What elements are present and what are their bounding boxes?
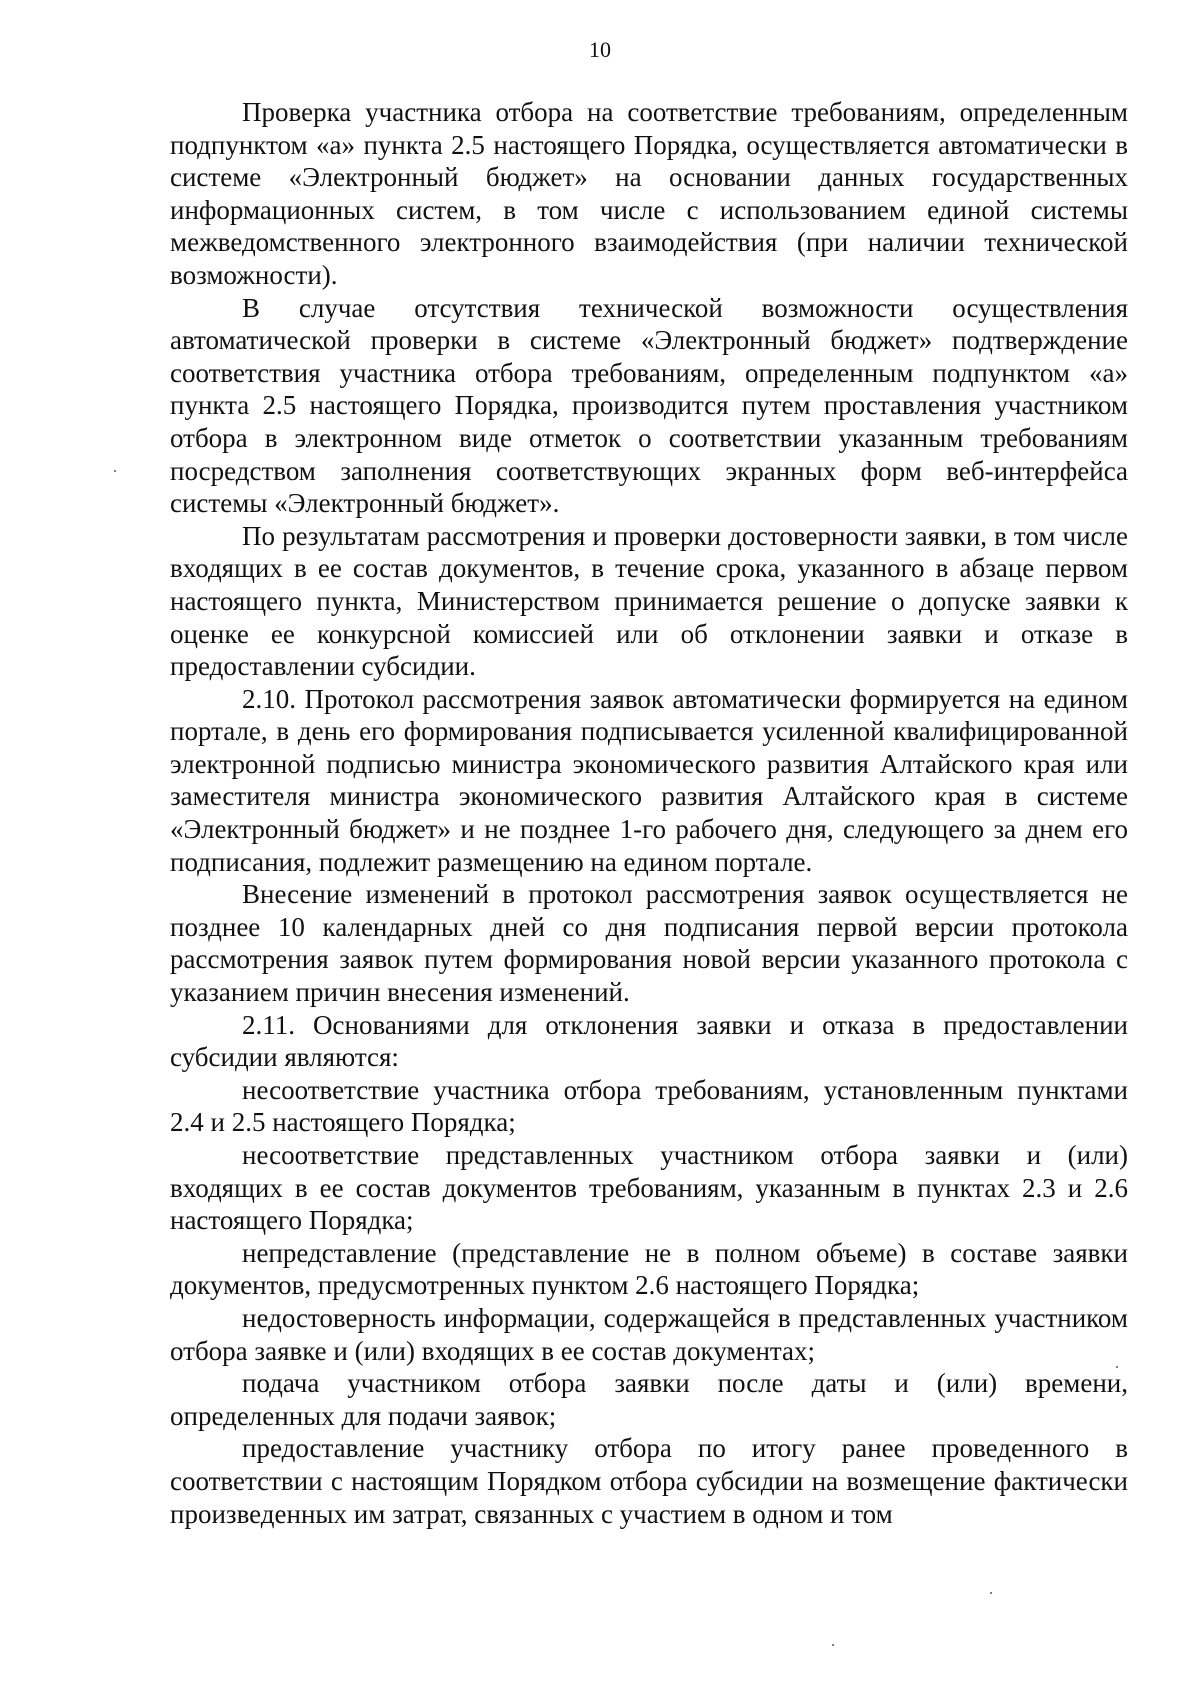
paragraph-no-technical-possibility: В случае отсутствия технической возможности осуществления автоматической проверки в системе «Электронный бюджет» подтверждение соответствия участника отбора требованиям, определенным подпунктом «а» пункта 2.5 настоящего Порядка, производится путем проставления участником отбора в электронном виде отметок о соответствии указанным требованиям посредством заполнения соответствующих экранных форм веб-интерфейса системы «Электронный бюджет».: [170, 292, 1128, 519]
list-item-ground-unreliable-information: недостоверность информации, содержащейся в представленных участником отбора заявке и (или) входящих в ее состав документах;: [170, 1302, 1128, 1366]
paragraph-2-11-grounds: 2.11. Основаниями для отклонения заявки и отказа в предоставлении субсидии являются:: [170, 1009, 1128, 1073]
paragraph-2-10-protocol: 2.10. Протокол рассмотрения заявок автоматически формируется на едином портале, в день его формирования подписывается усиленной квалифицированной электронной подписью министра экономического развития Алтайского края или заместителя министра экономического развития Алтайского края в системе «Электронный бюджет» и не позднее 1-го рабочего дня, следующего за днем его подписания, подлежит размещению на едином портале.: [170, 683, 1128, 877]
paragraph-automatic-check: Проверка участника отбора на соответствие требованиям, определенным подпунктом «а» пункта 2.5 настоящего Порядка, осуществляется автоматически в системе «Электронный бюджет» на основании данных государственных информационных систем, в том числе с использованием единой системы межведомственного электронного взаимодействия (при наличии технической возможности).: [170, 97, 1128, 290]
page-number: 10: [589, 37, 611, 62]
scan-speck: [1116, 1366, 1118, 1368]
list-item-ground-incomplete-documents: непредставление (представление не в полном объеме) в составе заявки документов, предусмотренных пунктом 2.6 настоящего Порядка;: [170, 1237, 1128, 1301]
scan-speck: [832, 1644, 834, 1646]
list-item-ground-previous-subsidy: предоставление участнику отбора по итогу ранее проведенного в соответствии с настоящим Порядком отбора субсидии на возмещение фактически произведенных им затрат, связанных с участием в одном и том: [170, 1433, 1128, 1529]
list-item-ground-late-submission: подача участником отбора заявки после даты и (или) времени, определенных для подачи заявок;: [170, 1368, 1128, 1431]
document-body: [170, 96, 1128, 1530]
paragraph-review-results: По результатам рассмотрения и проверки достоверности заявки, в том числе входящих в ее состав документов, в течение срока, указанного в абзаце первом настоящего пункта, Министерством принимается решение о допуске заявки к оценке ее конкурсной комиссией или об отклонении заявки и отказе в предоставлении субсидии.: [170, 520, 1128, 682]
scan-speck: [990, 1592, 992, 1594]
paragraph-protocol-changes: Внесение изменений в протокол рассмотрения заявок осуществляется не позднее 10 календарных дней со дня подписания первой версии протокола рассмотрения заявок путем формирования новой версии указанного протокола с указанием причин внесения изменений.: [170, 879, 1128, 1008]
list-item-ground-documents-mismatch: несоответствие представленных участником отбора заявки и (или) входящих в ее состав документов требованиям, указанным в пунктах 2.3 и 2.6 настоящего Порядка;: [170, 1140, 1128, 1236]
scan-speck: [114, 470, 116, 472]
list-item-ground-requirements: несоответствие участника отбора требованиям, установленным пунктами 2.4 и 2.5 настоящего Порядка;: [170, 1074, 1128, 1138]
